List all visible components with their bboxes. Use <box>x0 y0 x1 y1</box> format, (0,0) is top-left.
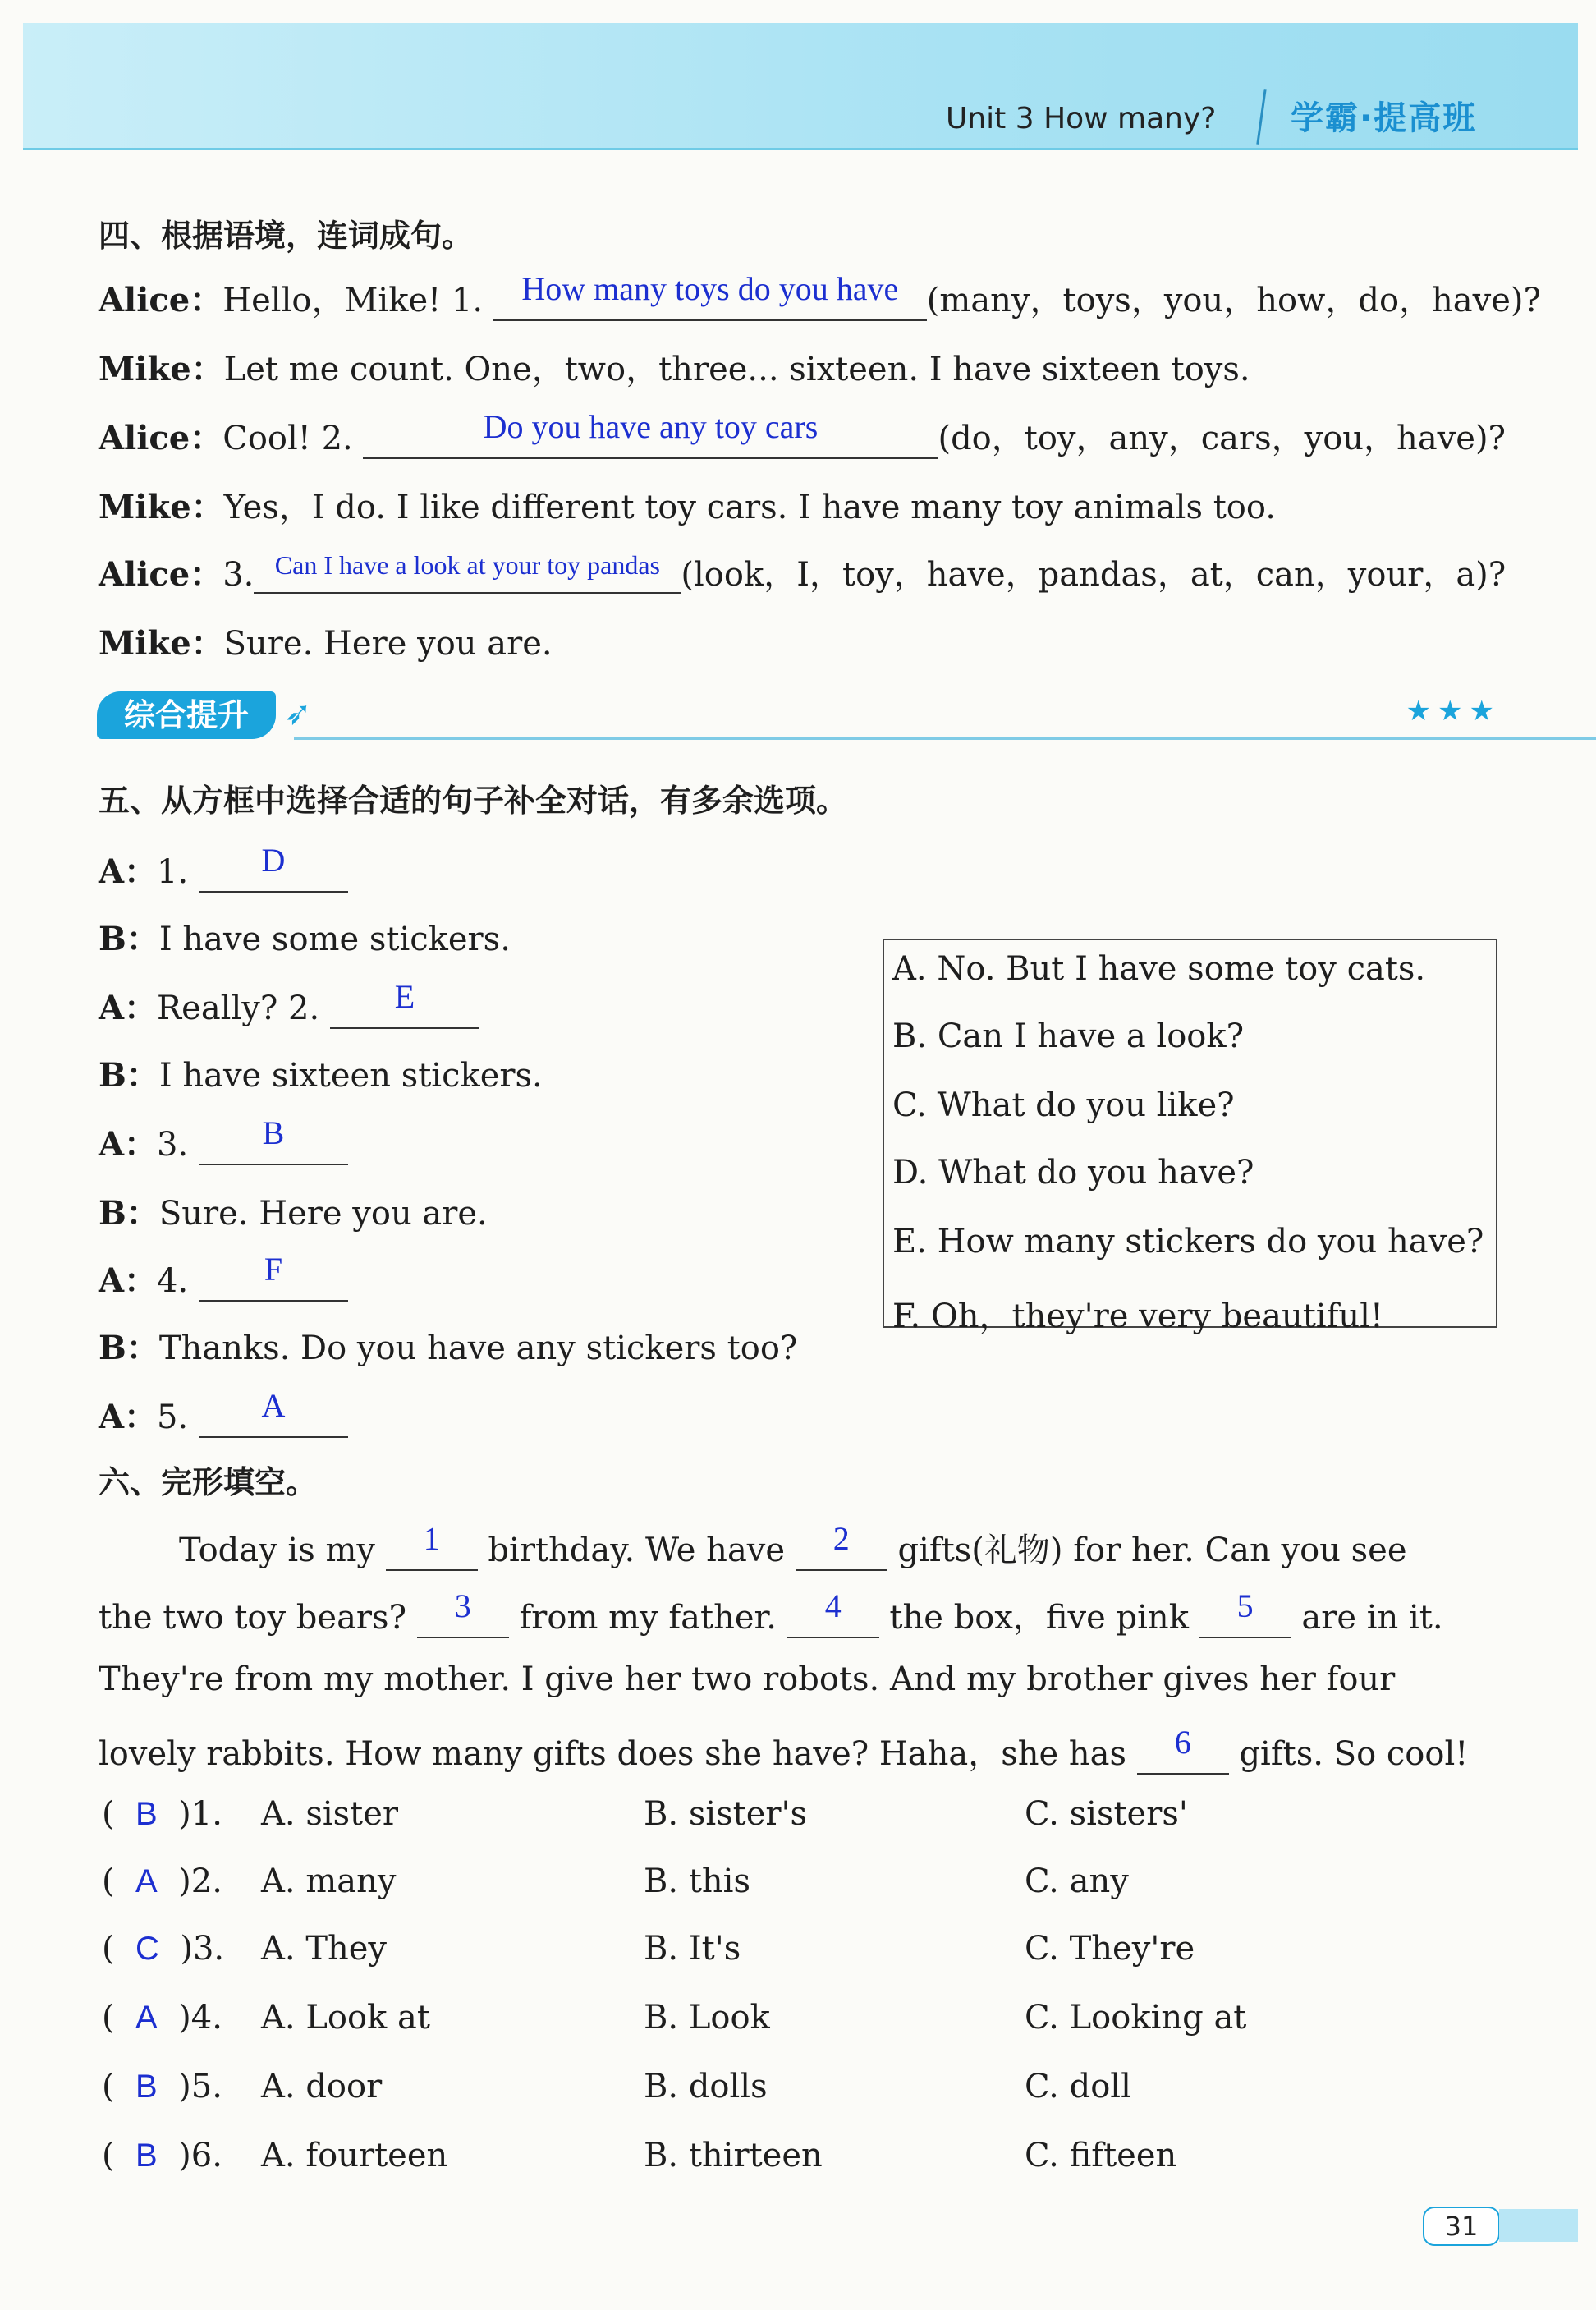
option-c: C. What do you like? <box>892 1086 1235 1124</box>
s5-dialog-6: B：Sure. Here you are. <box>99 1194 488 1233</box>
s4-line-4: Mike：Yes，I do. I like different toy cars. I have many toy animals too. <box>99 488 1276 526</box>
s4-answer-3: Can I have a look at your toy pandas <box>254 562 681 594</box>
cloze-line-1: Today is my 1 birthday. We have 2 gifts(礼物) for her. Can you see <box>179 1520 1407 1569</box>
comprehensive-label: 综合提升 <box>97 691 276 739</box>
section6-title: 六、完形填空。 <box>99 1464 318 1500</box>
s5-dialog-1: A：1. D <box>99 846 348 893</box>
option-e: E. How many stickers do you have? <box>892 1223 1484 1261</box>
page-number: 31 <box>1423 2207 1500 2246</box>
options-box <box>883 939 1497 1335</box>
cloze-line-3: They're from my mother. I give her two robots. And my brother gives her four <box>99 1660 1396 1698</box>
difficulty-stars: ★★★ <box>1406 695 1501 728</box>
cloze-line-4: lovely rabbits. How many gifts does she have? Haha，she has 6 gifts. So cool! <box>99 1724 1469 1773</box>
banner-underline <box>294 737 1596 740</box>
s4-line-3: Alice：Cool! 2. Do you have any toy cars (do，toy，any，cars，you，have)? <box>99 408 1506 457</box>
option-d: D. What do you have? <box>892 1154 1254 1192</box>
option-a: A. No. But I have some toy cats. <box>892 950 1426 988</box>
s4-line-1: Alice：Hello，Mike! 1. How many toys do you have (many，toys，you，how，do，have)? <box>99 270 1541 319</box>
brand-title: 学霸·提高班 <box>1291 99 1478 137</box>
s5-answer-1: D <box>199 852 348 893</box>
s4-answer-2: Do you have any toy cars <box>363 419 938 459</box>
page-number-bar <box>1499 2209 1578 2242</box>
section5-title: 五、从方框中选择合适的句子补全对话，有多余选项。 <box>99 783 848 819</box>
unit-title: Unit 3 How many? <box>946 102 1217 135</box>
s5-dialog-9: A：5. A <box>99 1391 348 1438</box>
s4-line-5: Alice：3. Can I have a look at your toy pandas (look，I，toy，have，pandas，at，can，your，a)? <box>99 550 1507 594</box>
comprehensive-banner <box>97 691 1501 741</box>
s5-dialog-8: B：Thanks. Do you have any stickers too? <box>99 1329 798 1367</box>
s5-dialog-4: B：I have sixteen stickers. <box>99 1056 543 1095</box>
s5-answer-5: A <box>199 1398 348 1438</box>
s5-dialog-7: A：4. F <box>99 1255 348 1302</box>
option-f: F. Oh，they're very beautiful! <box>892 1297 1384 1335</box>
cloze-line-2: the two toy bears? 3 from my father. 4 the box，five pink 5 are in it. <box>99 1587 1443 1637</box>
option-b: B. Can I have a look? <box>892 1017 1245 1055</box>
rocket-icon: ➶ <box>284 695 312 732</box>
section4-title: 四、根据语境，连词成句。 <box>99 218 474 254</box>
s5-dialog-5: A：3. B <box>99 1118 348 1165</box>
s5-answer-4: F <box>199 1261 348 1302</box>
s5-answer-3: B <box>199 1125 348 1165</box>
s5-dialog-3: A：Really? 2. E <box>99 982 479 1029</box>
s4-answer-1: How many toys do you have <box>493 281 927 321</box>
s5-answer-2: E <box>330 989 479 1029</box>
s4-line-6: Mike：Sure. Here you are. <box>99 624 553 663</box>
s5-dialog-2: B：I have some stickers. <box>99 920 511 958</box>
s4-line-2: Mike：Let me count. One，two，three... sixteen. I have sixteen toys. <box>99 350 1250 388</box>
